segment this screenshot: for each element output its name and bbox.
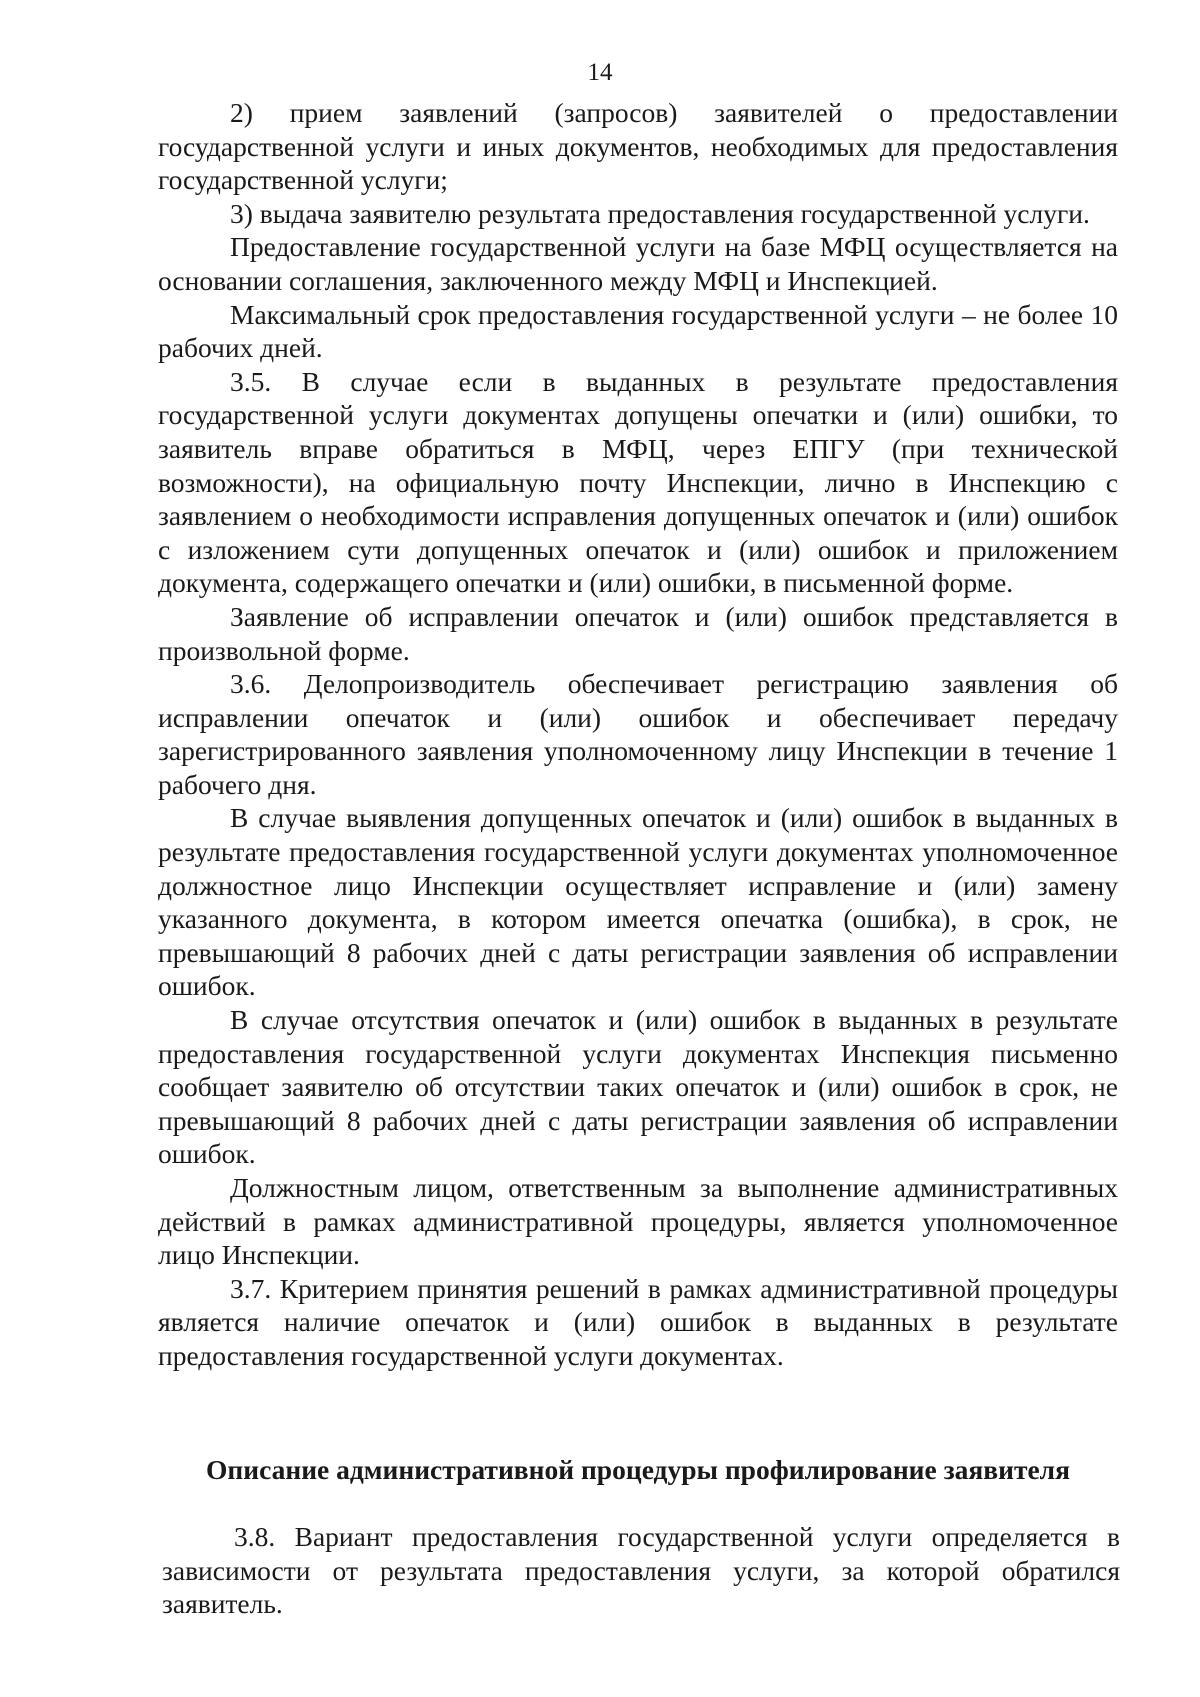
paragraph-responsible-official: Должностным лицом, ответственным за выполнение административных действий в рамках административной процедуры, является уполномоченное лицо Инспекции. [158,1172,1118,1271]
paragraph-mfc-basis: Предоставление государственной услуги на базе МФЦ осуществляется на основании соглашения, заключенного между МФЦ и Инспекцией. [158,231,1118,296]
paragraph-no-errors: В случае отсутствия опечаток и (или) ошибок в выданных в результате предоставления государственной услуги документах Инспекция письменно сообщает заявителю об отсутствии таких опечаток и (или) ошибок в срок, не превышающий 8 рабочих дней с даты регистрации заявления об исправлении ошибок. [158,1004,1118,1170]
paragraph-3-5: 3.5. В случае если в выданных в результате предоставления государственной услуги документах допущены опечатки и (или) ошибки, то заявитель вправе обратиться в МФЦ, через ЕПГУ (при технической возможности), на официальную почту Инспекции, лично в Инспекцию с заявлением о необходимости исправления допущенных опечаток и (или) ошибок с изложением сути допущенных опечаток и (или) ошибок и приложением документа, содержащего опечатки и (или) ошибки, в письменной форме. [158,365,1118,599]
section-body-text [162,1520,1120,1621]
paragraph-free-form: Заявление об исправлении опечаток и (или) ошибок представляется в произвольной форме. [158,600,1118,666]
paragraph-3-7: 3.7. Критерием принятия решений в рамках административной процедуры является наличие опечаток и (или) ошибок в выданных в результате предоставления государственной услуги документах. [158,1272,1118,1371]
paragraph-3-6: 3.6. Делопроизводитель обеспечивает регистрацию заявления об исправлении опечаток и (или) ошибок и обеспечивает передачу зарегистрированного заявления уполномоченному лицу Инспекции в течение 1 рабочего дня. [158,668,1118,800]
paragraph-errors-found: В случае выявления допущенных опечаток и (или) ошибок в выданных в результате предоставления государственной услуги документах уполномоченное должностное лицо Инспекции осуществляет исправление и (или) замену указанного документа, в котором имеется опечатка (ошибка), в срок, не превышающий 8 рабочих дней с даты регистрации заявления об исправлении ошибок. [158,802,1118,1002]
paragraph-item-2: 2) прием заявлений (запросов) заявителей о предоставлении государственной услуги и иных документов, необходимых для предоставления государственной услуги; [158,97,1118,196]
body-text [158,96,1118,1373]
paragraph-3-8: 3.8. Вариант предоставления государственной услуги определяется в зависимости от результата предоставления услуги, за которой обратился заявитель. [162,1521,1120,1620]
paragraph-item-3: 3) выдача заявителю результата предоставления государственной услуги. [230,197,1090,229]
section-heading: Описание административной процедуры профилирование заявителя [205,1454,1070,1485]
paragraph-max-term: Максимальный срок предоставления государственной услуги – не более 10 рабочих дней. [158,298,1118,364]
page-number: 14 [587,59,613,86]
